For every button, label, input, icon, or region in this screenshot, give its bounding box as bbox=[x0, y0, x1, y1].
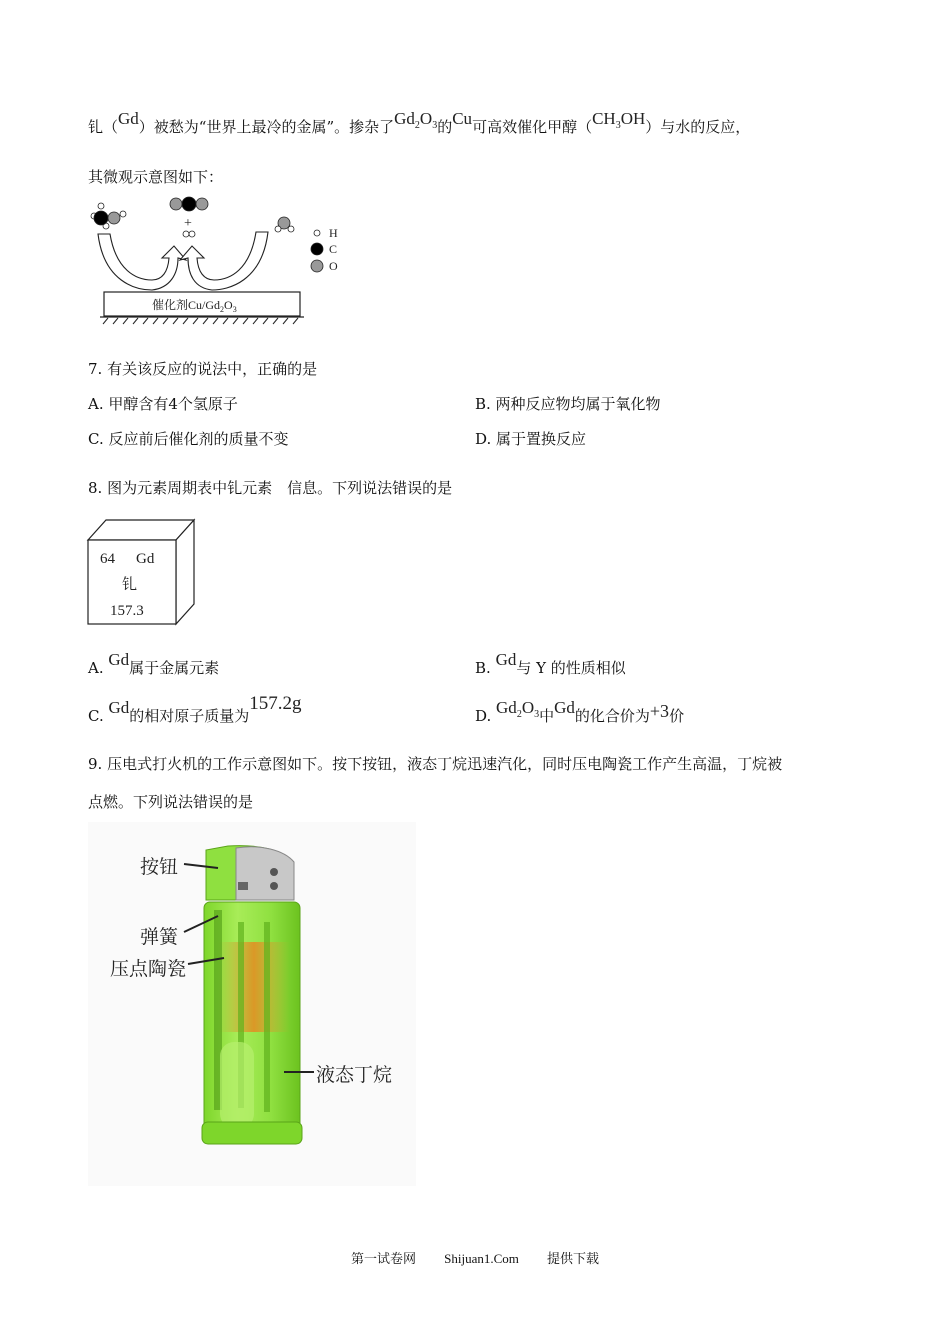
atomic-mass: 157.3 bbox=[110, 603, 144, 619]
q7-option-a[interactable]: A. 甲醇含有4个氢原子 bbox=[88, 395, 238, 413]
legend-c-dot bbox=[311, 243, 323, 255]
q7-option-d[interactable]: D. 属于置换反应 bbox=[475, 430, 587, 448]
intro-text: 可高效催化甲醇（ bbox=[472, 118, 593, 136]
legend-o-dot bbox=[311, 260, 323, 272]
arrow-left bbox=[98, 234, 186, 290]
label-spring: 弹簧 bbox=[140, 926, 179, 948]
q8-stem: 8. 图为元素周期表中钆元素 信息。下列说法错误的是 bbox=[88, 479, 453, 497]
legend bbox=[311, 226, 338, 273]
intro-text: ）与水的反应， bbox=[645, 118, 751, 136]
legend-h: H bbox=[329, 226, 338, 240]
footer-site-name: 第一试卷网 bbox=[350, 1252, 416, 1267]
q7-stem: 7. 有关该反应的说法中，正确的是 bbox=[88, 360, 318, 378]
formula-gd: Gd bbox=[118, 109, 139, 128]
co2-molecule bbox=[170, 197, 208, 211]
element-name: 钆 bbox=[122, 575, 138, 593]
h2-molecule bbox=[183, 231, 195, 237]
legend-h-dot bbox=[314, 230, 320, 236]
formula-gd: Gd bbox=[108, 698, 130, 717]
reaction-diagram bbox=[86, 192, 356, 327]
water-molecule bbox=[275, 217, 294, 232]
legend-o: O bbox=[329, 259, 338, 273]
formula-gd: Gd bbox=[108, 650, 130, 669]
q7-option-c[interactable]: C. 反应前后催化剂的质量不变 bbox=[88, 430, 289, 448]
q8-option-a[interactable]: A. Gd属于金属元素 bbox=[88, 650, 220, 677]
formula-gd: Gd bbox=[554, 698, 575, 717]
intro-line-2: 其微观示意图如下： bbox=[88, 168, 224, 186]
q9-stem-1: 9. 压电式打火机的工作示意图如下。按下按钮，液态丁烷迅速汽化，同时压电陶瓷工作产生高温，丁烷被 bbox=[88, 755, 783, 773]
methanol-molecule bbox=[91, 203, 126, 229]
legend-c: C bbox=[329, 242, 338, 256]
element-symbol: Gd bbox=[136, 551, 155, 567]
q8-option-b[interactable]: B. Gd与 Y 的性质相似 bbox=[475, 650, 626, 677]
intro-text: ）被愁为“世界上最冷的金属”。掺杂了 bbox=[138, 118, 395, 136]
intro-text: 的 bbox=[437, 118, 453, 136]
footer-domain[interactable]: Shijuan1.Com bbox=[444, 1251, 519, 1266]
arrow-right bbox=[180, 232, 268, 290]
label-ceramic: 压点陶瓷 bbox=[110, 958, 187, 980]
q8-option-d[interactable]: D. $Gd_2O_3$中Gd的化合价为+3价 bbox=[475, 698, 685, 725]
hatching bbox=[103, 318, 298, 324]
lighter-illustration bbox=[88, 822, 416, 1186]
intro-text: 钆（ bbox=[88, 118, 119, 136]
formula-cu: Cu bbox=[452, 109, 473, 128]
footer bbox=[0, 1248, 950, 1267]
intro-line-1 bbox=[88, 109, 751, 137]
formula-gd2o3: $Gd_2O_3$ bbox=[496, 698, 540, 720]
formula-gd2o3: $Gd_2O_3$ bbox=[394, 109, 438, 131]
atomic-number: 64 bbox=[100, 551, 115, 567]
valence-value: +3 bbox=[649, 701, 670, 721]
element-cube bbox=[86, 518, 200, 628]
q7-option-b[interactable]: B. 两种反应物均属于氧化物 bbox=[475, 395, 661, 413]
q9-stem-2: 点燃。下列说法错误的是 bbox=[88, 793, 254, 811]
label-button: 按钮 bbox=[140, 856, 179, 878]
mass-value: 157.2g bbox=[249, 693, 302, 714]
label-butane: 液态丁烷 bbox=[316, 1064, 393, 1086]
formula-gd: Gd bbox=[495, 650, 517, 669]
plus-sign: + bbox=[184, 216, 192, 231]
q8-option-c[interactable]: C. Gd的相对原子质量为157.2g bbox=[88, 693, 302, 725]
lighter-figure bbox=[88, 822, 416, 1186]
footer-download: 提供下载 bbox=[547, 1252, 600, 1267]
catalyst-label: 催化剂$Cu/Gd_2O_3$ bbox=[152, 298, 237, 314]
formula-ch3oh: $CH_3OH$ bbox=[592, 109, 646, 131]
